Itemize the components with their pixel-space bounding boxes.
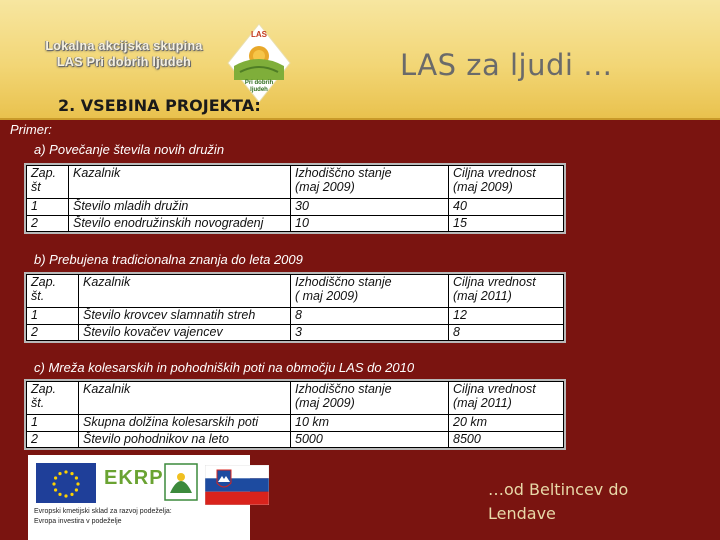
table-cell: 8500 [449, 431, 564, 448]
table-cell: Število mladih družin [69, 199, 291, 216]
header-cell [79, 275, 291, 308]
table-row [27, 199, 564, 216]
table-cell: Število kovačev vajencev [79, 324, 291, 341]
table-row [27, 308, 564, 325]
table-cell: Število enodružinskih novogradenj [69, 215, 291, 232]
table-cell: 2 [27, 431, 79, 448]
header-cell [449, 275, 564, 308]
table-cell: 5000 [291, 431, 449, 448]
indicator-table-b [24, 272, 566, 343]
las-name-line1: Lokalna akcijska skupina [45, 39, 203, 53]
caption-a: a) Povečanje števila novih družin [34, 142, 225, 157]
header-cell-text: Ciljna vrednost (maj 2009) [453, 166, 536, 194]
primer-label: Primer: [10, 122, 52, 137]
header-cell [449, 166, 564, 199]
table-row [27, 415, 564, 432]
table-cell: 8 [291, 308, 449, 325]
ekrp-logo: EKRP [104, 467, 164, 489]
quote-line2: Lendave [488, 504, 556, 523]
header-cell [27, 166, 69, 199]
table-header-row [27, 166, 564, 199]
header-cell [79, 382, 291, 415]
table-cell: 10 km [291, 415, 449, 432]
eu-fund-line1: Evropski kmetijski sklad za razvoj podeželja: [34, 508, 172, 515]
table-row [27, 431, 564, 448]
caption-b: b) Prebujena tradicionalna znanja do leta 2009 [34, 252, 303, 267]
header-cell-text: Zap. št. [31, 275, 57, 303]
header-cell-text: Ciljna vrednost (maj 2011) [453, 275, 536, 303]
logo-top-text: LAS [251, 30, 267, 39]
header-cell [27, 275, 79, 308]
las-name-line2: LAS Pri dobrih ljudeh [56, 55, 192, 69]
logo-bottom-line1: Pri dobrih [244, 80, 274, 86]
eu-fund-text [34, 507, 244, 527]
table-cell: 8 [449, 324, 564, 341]
header-cell [449, 382, 564, 415]
table-header-row [27, 382, 564, 415]
indicator-table-a [24, 163, 566, 234]
header-cell [291, 275, 449, 308]
eu-fund-line2: Evropa investira v podeželje [34, 518, 122, 525]
header-cell-text: Kazalnik [73, 166, 121, 180]
header-cell-text: Izhodiščno stanje ( maj 2009) [295, 275, 392, 303]
table-row [27, 324, 564, 341]
header-cell-text: Izhodiščno stanje (maj 2009) [295, 166, 392, 194]
las-logo-icon [226, 22, 292, 104]
header-cell [291, 382, 449, 415]
slovenia-flag-icon [205, 465, 269, 505]
header-cell [27, 382, 79, 415]
table-cell: 3 [291, 324, 449, 341]
header-cell [291, 166, 449, 199]
indicator-table-c [24, 379, 566, 450]
header-cell-text: Izhodiščno stanje (maj 2009) [295, 382, 392, 410]
header-cell-text: Kazalnik [83, 382, 131, 396]
table-cell: 1 [27, 199, 69, 216]
closing-quote [488, 478, 628, 526]
header-cell-text: Zap. št. [31, 382, 57, 410]
eu-stars-icon [36, 463, 96, 503]
table-row [27, 215, 564, 232]
leader-logo-icon [164, 463, 198, 501]
table-cell: 1 [27, 308, 79, 325]
quote-line1: …od Beltincev do [488, 480, 629, 499]
header-cell [69, 166, 291, 199]
header-banner [0, 0, 720, 120]
table-cell: 10 [291, 215, 449, 232]
header-cell-text: Ciljna vrednost (maj 2011) [453, 382, 536, 410]
logo-bottom-line2: ljudeh [250, 87, 268, 93]
table-cell: Število krovcev slamnatih streh [79, 308, 291, 325]
table-header-row [27, 275, 564, 308]
table-cell: 30 [291, 199, 449, 216]
las-name [36, 38, 212, 70]
eu-flag-icon [36, 463, 96, 503]
table-cell: Število pohodnikov na leto [79, 431, 291, 448]
table-cell: 12 [449, 308, 564, 325]
table-cell: 2 [27, 215, 69, 232]
table-cell: Skupna dolžina kolesarskih poti [79, 415, 291, 432]
header-cell-text: Kazalnik [83, 275, 131, 289]
caption-c: c) Mreža kolesarskih in pohodniških poti na območju LAS do 2010 [34, 360, 415, 375]
page-title: LAS za ljudi … [400, 48, 613, 82]
table-cell: 40 [449, 199, 564, 216]
table-cell: 15 [449, 215, 564, 232]
header-cell-text: Zap. št [31, 166, 57, 194]
table-cell: 2 [27, 324, 79, 341]
table-cell: 20 km [449, 415, 564, 432]
footer-logos [28, 455, 250, 540]
table-cell: 1 [27, 415, 79, 432]
section-title: 2. VSEBINA PROJEKTA: [58, 96, 261, 115]
